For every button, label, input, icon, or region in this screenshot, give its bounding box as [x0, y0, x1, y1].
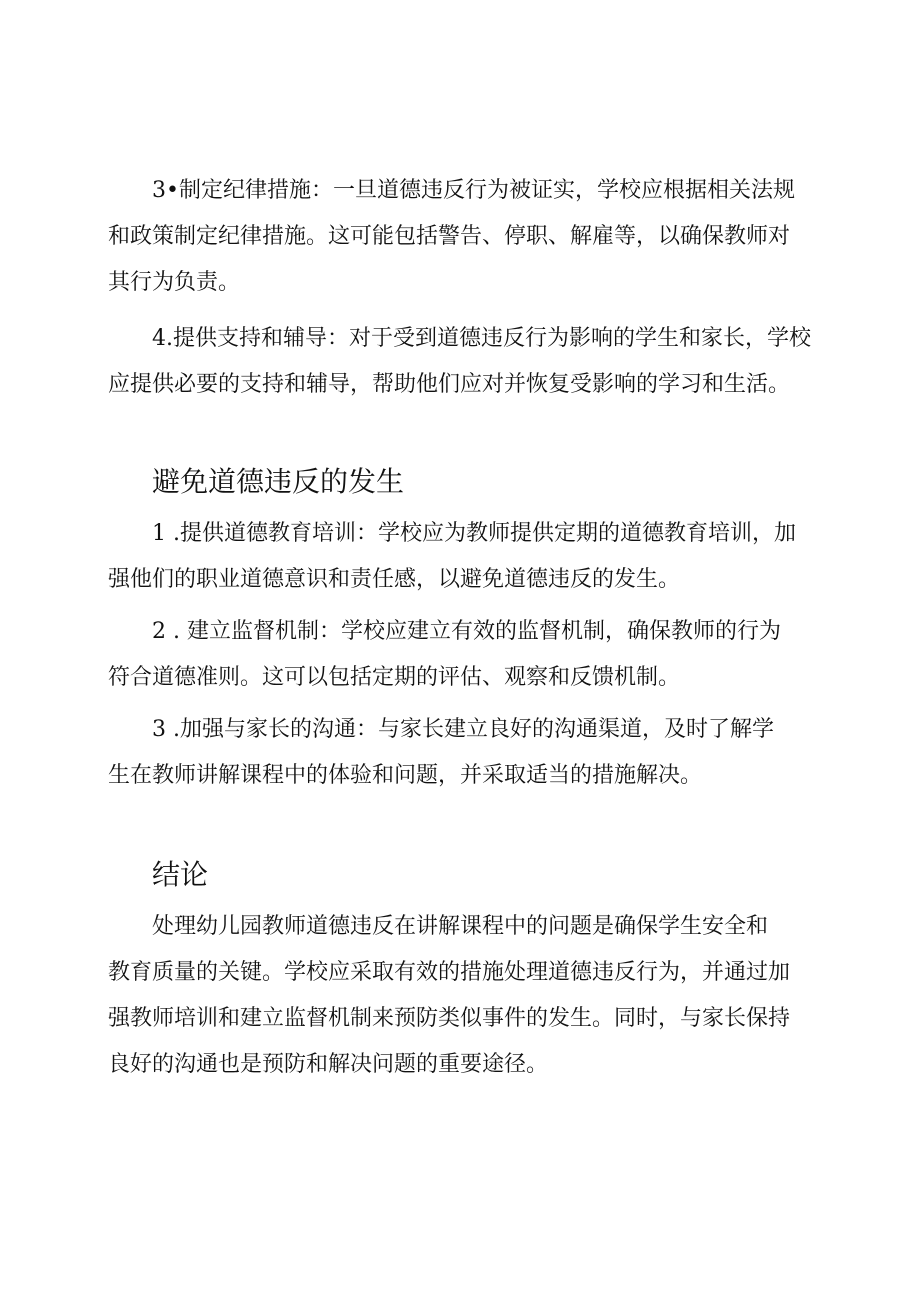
paragraph-line: 4.提供支持和辅导：对于受到道德违反行为影响的学生和家长，学校	[152, 326, 811, 351]
paragraph-line: 强他们的职业道德意识和责任感，以避免道德违反的发生。	[108, 567, 681, 592]
paragraph-line: 3 .加强与家长的沟通：与家长建立良好的沟通渠道，及时了解学	[152, 717, 774, 742]
paragraph-line: 教育质量的关键。学校应采取有效的措施处理道德违反行为，并通过加	[108, 960, 791, 985]
conclusion-heading: 结论	[152, 858, 209, 891]
prevention-heading: 避免道德违反的发生	[152, 465, 405, 498]
parent-communication-paragraph	[108, 707, 826, 799]
paragraph-line: 其行为负责。	[108, 270, 241, 295]
paragraph-line: 处理幼儿园教师道德违反在讲解课程中的问题是确保学生安全和	[152, 914, 769, 939]
paragraph-line: 生在教师讲解课程中的体验和问题，并采取适当的措施解决。	[108, 763, 703, 788]
paragraph-line: 2 . 建立监督机制：学校应建立有效的监督机制，确保教师的行为	[152, 619, 781, 644]
paragraph-line: 3•制定纪律措施：一旦道德违反行为被证实，学校应根据相关法规	[152, 178, 795, 203]
paragraph-line: 符合道德准则。这可以包括定期的评估、观察和反馈机制。	[108, 665, 681, 690]
paragraph-line: 强教师培训和建立监督机制来预防类似事件的发生。同时，与家长保持	[108, 1006, 791, 1031]
paragraph-line: 1 .提供道德教育培训：学校应为教师提供定期的道德教育培训，加	[152, 521, 796, 546]
conclusion-paragraph	[108, 904, 826, 1088]
ethics-training-paragraph	[108, 511, 826, 603]
paragraph-line: 应提供必要的支持和辅导，帮助他们应对并恢复受影响的学习和生活。	[108, 372, 791, 397]
supervision-mechanism-paragraph	[108, 609, 826, 701]
paragraph-line: 和政策制定纪律措施。这可能包括警告、停职、解雇等，以确保教师对	[108, 224, 791, 249]
support-guidance-paragraph	[108, 316, 826, 408]
discipline-measures-paragraph	[108, 168, 826, 306]
paragraph-line: 良好的沟通也是预防和解决问题的重要途径。	[108, 1052, 549, 1077]
